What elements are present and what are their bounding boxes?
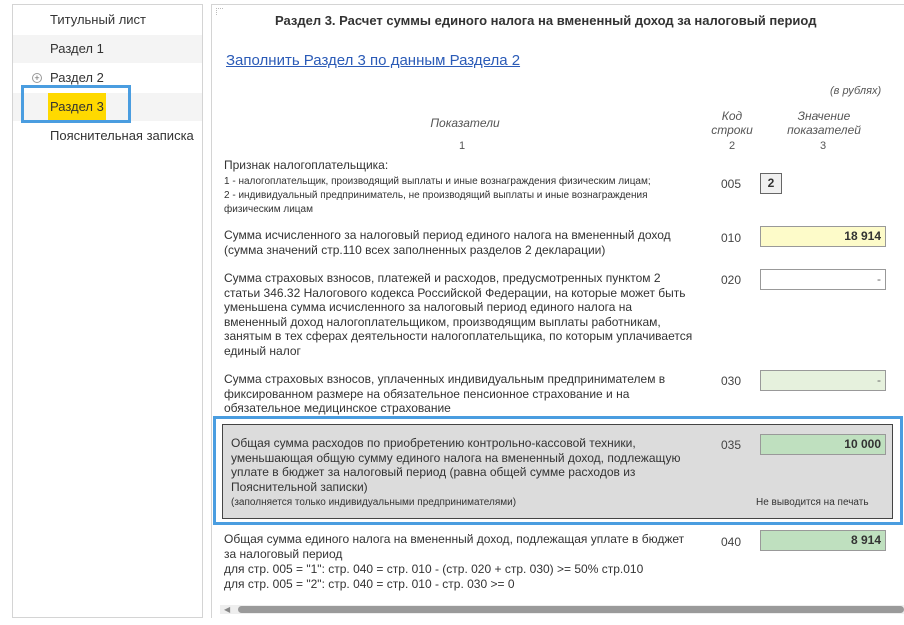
row-020-text: Сумма страховых взносов, платежей и расходов, предусмотренных пунктом 2 статьи 346.32 Налогового кодекса Российской Федерации, на которые может быть уменьшена сумма исчисленного за налоговый период единого налога на вмененный доход налогоплательщиком, производящим выплаты работникам, занятым в тех сферах деятельности налогоплательщика, по которым уплачивается единый налог — [224, 271, 693, 358]
units-label: (в рублях) — [830, 85, 882, 97]
row-005-title: Признак налогоплательщика: — [224, 158, 389, 172]
row-040-formula-2: для стр. 005 = "2": стр. 040 = стр. 010 - стр. 030 >= 0 — [224, 577, 515, 591]
column-number-1: 1 — [459, 140, 466, 152]
sidebar-item-section-1[interactable] — [13, 35, 202, 63]
row-005-option-2: 2 - индивидуальный предприниматель, не производящий выплаты и иные вознаграждения физическим лицам — [224, 190, 648, 215]
row-030-text: Сумма страховых взносов, уплаченных индивидуальным предпринимателем в фиксированном размере на обязательное пенсионное страхование и на обязательное медицинское страхование — [224, 372, 666, 416]
row-010-code: 010 — [721, 231, 742, 245]
section-title: Раздел 3. Расчет суммы единого налога на вмененный доход за налоговый период — [275, 13, 817, 28]
taxpayer-sign-field[interactable]: 2 — [760, 173, 782, 194]
expand-plus-icon[interactable]: + — [32, 73, 42, 83]
sidebar-item-label: Раздел 2 — [50, 70, 104, 85]
row-040-formula-1: для стр. 005 = "1": стр. 040 = стр. 010 - (стр. 020 + стр. 030) >= 50% стр.010 — [224, 562, 644, 576]
row-040-code: 040 — [721, 535, 742, 549]
row-040-value-field[interactable]: 8 914 — [760, 530, 886, 551]
active-section-highlight-frame — [21, 85, 131, 123]
scroll-left-arrow-icon[interactable]: ◀ — [224, 605, 231, 614]
horizontal-scrollbar-thumb[interactable] — [238, 606, 904, 613]
column-header-indicators: Показатели — [430, 116, 500, 130]
sidebar-item-label: Раздел 1 — [50, 41, 104, 56]
row-010-value-field[interactable]: 18 914 — [760, 226, 886, 247]
row-040-text: Общая сумма единого налога на вмененный доход, подлежащая уплате в бюджет за налоговый период — [224, 532, 685, 561]
row-030-code: 030 — [721, 374, 742, 388]
row-035-not-printed-label: Не выводится на печать — [756, 497, 869, 508]
row-010-text: Сумма исчисленного за налоговый период единого налога на вмененный доход (сумма значений стр.110 всех заполненных разделов 2 декларации) — [224, 228, 671, 257]
row-035-highlight-frame — [213, 416, 903, 525]
column-header-value: Значение показателей — [787, 109, 861, 137]
sidebar-item-label: Раздел 3 — [48, 93, 106, 121]
sidebar-item-explanatory-note[interactable] — [13, 122, 202, 150]
row-005-option-1: 1 - налогоплательщик, производящий выплаты и иные вознаграждения физическим лицам; — [224, 176, 651, 187]
row-035-value-field[interactable]: 10 000 — [760, 434, 886, 455]
row-005-code: 005 — [721, 177, 742, 191]
fill-from-section-2-link[interactable]: Заполнить Раздел 3 по данным Раздела 2 — [226, 52, 521, 69]
row-030-value-field[interactable]: - — [760, 370, 886, 391]
sidebar-item-label: Титульный лист — [50, 12, 147, 27]
row-035-text: Общая сумма расходов по приобретению контрольно-кассовой техники, уменьшающая общую сумму единого налога на вмененный доход, подлежащую уплате в бюджет за налоговый период (равна общей сумме расходов из Пояснительной записки) — [231, 436, 681, 494]
corner-mark — [216, 8, 223, 15]
column-header-code: Код строки — [711, 109, 753, 137]
sidebar-item-label: Пояснительная записка — [50, 128, 194, 143]
row-020-value-field[interactable]: - — [760, 269, 886, 290]
column-number-2: 2 — [729, 140, 736, 152]
row-035-note: (заполняется только индивидуальными предпринимателями) — [231, 497, 517, 508]
row-020-code: 020 — [721, 273, 742, 287]
row-035-code: 035 — [721, 438, 742, 452]
column-number-3: 3 — [820, 140, 827, 152]
sidebar-item-title-page[interactable] — [13, 6, 202, 34]
